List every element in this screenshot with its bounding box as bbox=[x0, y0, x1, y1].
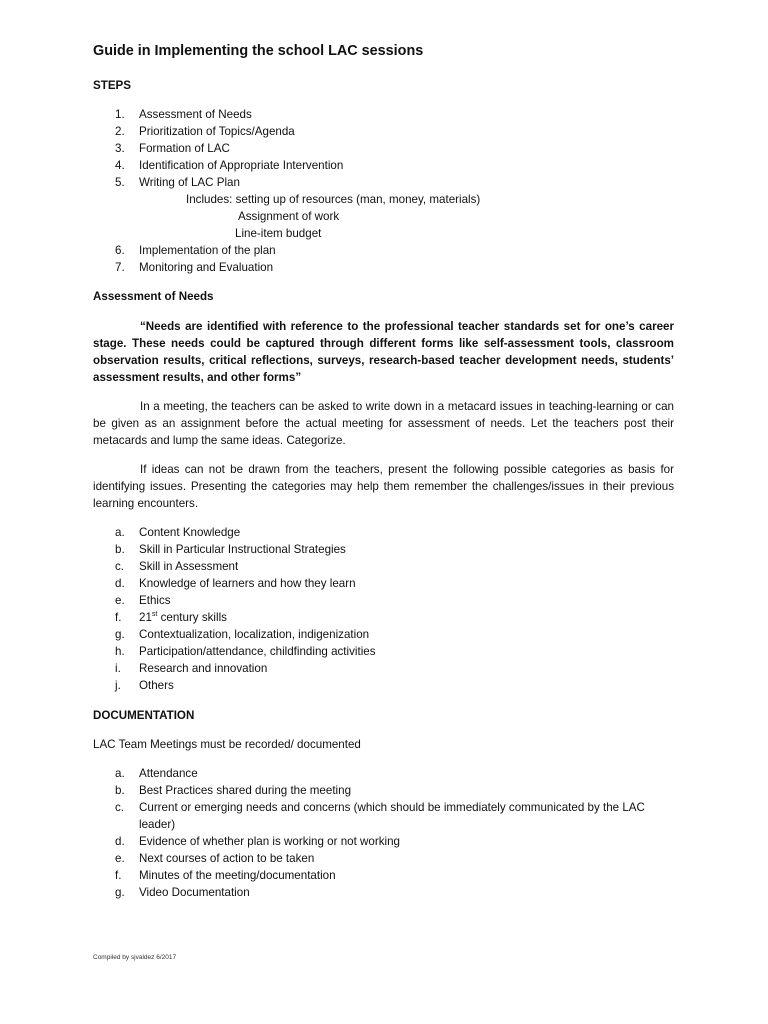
documentation-letter: d. bbox=[115, 835, 125, 848]
needs-quote-text: “Needs are identified with reference to the professional teacher standards set for one’s career stage. These needs could be captured through different forms like self-assessment tools, classroom observation results, critical reflections, surveys, research-based teacher development needs, students’ assessment results, and other forms” bbox=[93, 320, 674, 384]
category-text-pre: 21 bbox=[139, 611, 152, 624]
plan-includes-line: Assignment of work bbox=[238, 210, 340, 223]
category-text bbox=[139, 609, 227, 626]
category-text-sup: st bbox=[151, 611, 158, 619]
step-text: Prioritization of Topics/Agenda bbox=[139, 125, 295, 138]
documentation-letter: f. bbox=[115, 869, 122, 882]
documentation-letter: g. bbox=[115, 886, 125, 899]
category-text: Ethics bbox=[139, 594, 171, 607]
step-number: 5. bbox=[115, 176, 125, 189]
category-text: Contextualization, localization, indigenization bbox=[139, 628, 370, 641]
document-title: Guide in Implementing the school LAC sessions bbox=[93, 43, 424, 59]
paragraph-categories-text: If ideas can not be drawn from the teachers, present the following possible categories as basis for identifying issues. Presenting the categories may help them remember the challenges/issues in their previous learning encounters. bbox=[93, 463, 674, 510]
step-number: 6. bbox=[115, 244, 125, 257]
category-letter: b. bbox=[115, 543, 125, 556]
step-number: 4. bbox=[115, 159, 125, 172]
step-text: Writing of LAC Plan bbox=[139, 176, 240, 189]
documentation-item-continuation: leader) bbox=[139, 818, 176, 831]
documentation-item: Video Documentation bbox=[139, 886, 250, 899]
step-text: Assessment of Needs bbox=[139, 108, 252, 121]
steps-heading: STEPS bbox=[93, 79, 132, 92]
category-text: Research and innovation bbox=[139, 662, 268, 675]
footer-credit: Compiled by sjvaldez 6/2017 bbox=[93, 954, 177, 961]
documentation-item: Attendance bbox=[139, 767, 198, 780]
paragraph-categories bbox=[93, 461, 674, 512]
category-letter: g. bbox=[115, 628, 125, 641]
category-text: Skill in Assessment bbox=[139, 560, 239, 573]
assessment-heading: Assessment of Needs bbox=[93, 290, 214, 303]
step-text: Implementation of the plan bbox=[139, 244, 276, 257]
category-text-post: century skills bbox=[157, 611, 227, 624]
paragraph-metacard-text: In a meeting, the teachers can be asked to write down in a metacard issues in teaching-learning or can be given as an assignment before the actual meeting for assessment of needs. Let the teachers post their metacards and lump the same ideas. Categorize. bbox=[93, 400, 674, 447]
documentation-letter: e. bbox=[115, 852, 125, 865]
category-letter: d. bbox=[115, 577, 125, 590]
category-letter: f. bbox=[115, 611, 122, 624]
step-number: 3. bbox=[115, 142, 125, 155]
documentation-item: Best Practices shared during the meeting bbox=[139, 784, 352, 797]
category-text: Knowledge of learners and how they learn bbox=[139, 577, 356, 590]
documentation-heading: DOCUMENTATION bbox=[93, 709, 195, 722]
category-letter: e. bbox=[115, 594, 125, 607]
step-number: 7. bbox=[115, 261, 125, 274]
category-letter: j. bbox=[115, 679, 121, 692]
category-letter: a. bbox=[115, 526, 125, 539]
documentation-letter: b. bbox=[115, 784, 125, 797]
documentation-letter: a. bbox=[115, 767, 125, 780]
category-letter: i. bbox=[115, 662, 121, 675]
plan-includes-line: Line-item budget bbox=[235, 227, 322, 240]
step-number: 2. bbox=[115, 125, 125, 138]
step-text: Identification of Appropriate Intervention bbox=[139, 159, 344, 172]
documentation-item: Next courses of action to be taken bbox=[139, 852, 315, 865]
step-text: Formation of LAC bbox=[139, 142, 230, 155]
documentation-item: Evidence of whether plan is working or not working bbox=[139, 835, 400, 848]
documentation-item: Current or emerging needs and concerns (which should be immediately communicated by the LAC bbox=[139, 801, 645, 814]
step-number: 1. bbox=[115, 108, 125, 121]
documentation-item: Minutes of the meeting/documentation bbox=[139, 869, 336, 882]
category-text: Others bbox=[139, 679, 174, 692]
documentation-intro: LAC Team Meetings must be recorded/ documented bbox=[93, 738, 361, 751]
category-letter: c. bbox=[115, 560, 125, 573]
plan-includes-line: Includes: setting up of resources (man, money, materials) bbox=[186, 193, 481, 206]
paragraph-metacard bbox=[93, 398, 674, 449]
documentation-letter: c. bbox=[115, 801, 125, 814]
category-letter: h. bbox=[115, 645, 125, 658]
step-text: Monitoring and Evaluation bbox=[139, 261, 274, 274]
category-text: Content Knowledge bbox=[139, 526, 241, 539]
needs-quote bbox=[93, 318, 674, 386]
category-text: Participation/attendance, childfinding activities bbox=[139, 645, 376, 658]
category-text: Skill in Particular Instructional Strategies bbox=[139, 543, 346, 556]
